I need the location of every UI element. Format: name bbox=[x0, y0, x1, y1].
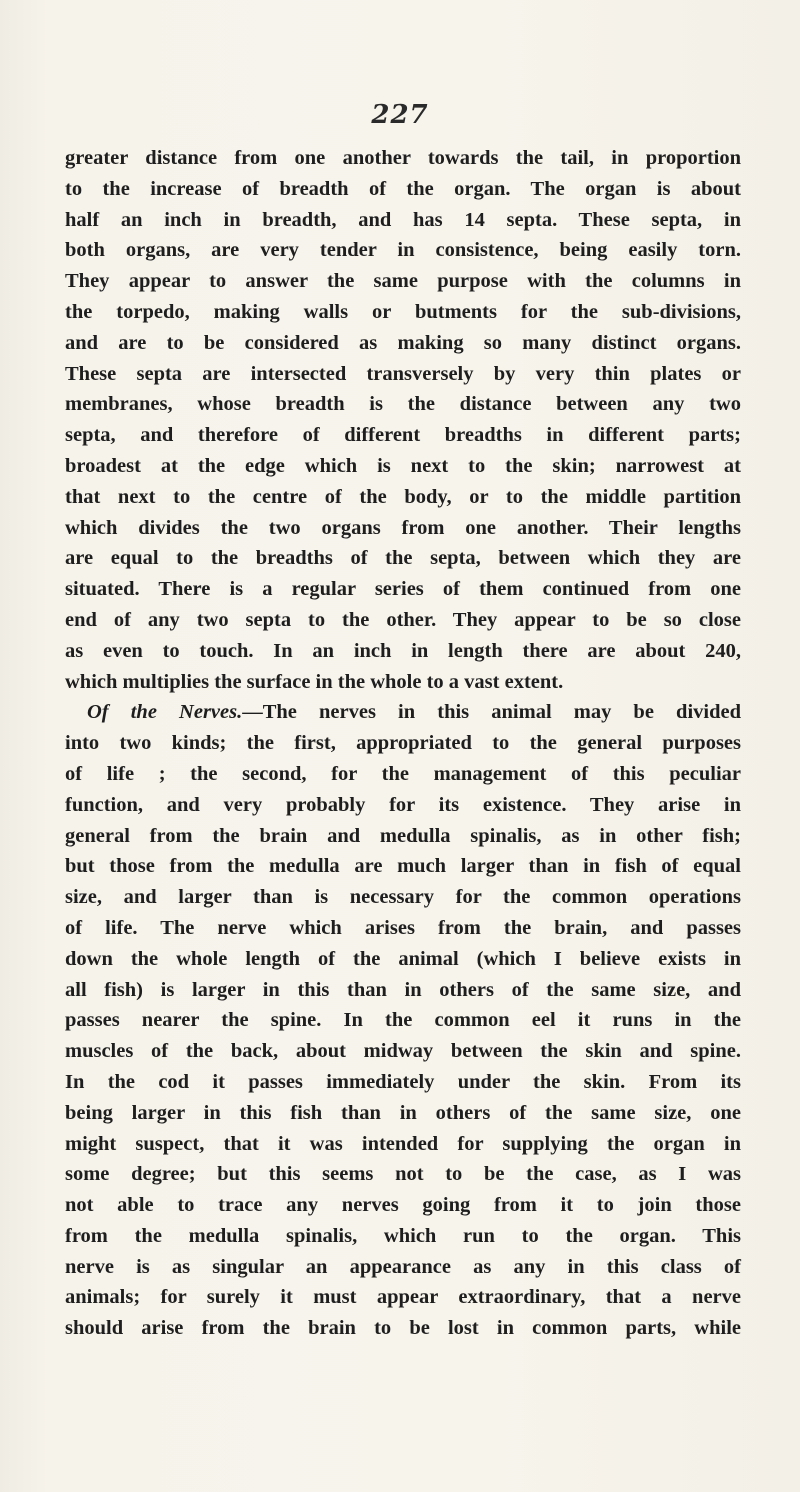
text-line: both organs, are very tender in consistence, being easily torn. bbox=[65, 239, 741, 262]
text-line: greater distance from one another towards the tail, in proportion bbox=[65, 147, 741, 169]
text-line: all fish) is larger in this than in others of the same size, and bbox=[65, 978, 741, 1001]
text-line: septa, and therefore of different breadths in different parts; bbox=[65, 424, 741, 447]
text-line: of life ; the second, for the management of this peculiar bbox=[65, 762, 741, 785]
text-line: These septa are intersected transversely by very thin plates or bbox=[65, 362, 741, 385]
text-line: down the whole length of the animal (which I believe exists in bbox=[65, 947, 741, 970]
text-line: In the cod it passes immediately under the skin. From its bbox=[65, 1070, 741, 1093]
text-line: which multiplies the surface in the whole to a vast extent. bbox=[65, 670, 564, 693]
section-first-line-text: —The nerves in this animal may be divided bbox=[242, 701, 741, 724]
text-line: not able to trace any nerves going from it to join those bbox=[65, 1194, 741, 1217]
text-line: the torpedo, making walls or butments for the sub-divisions, bbox=[65, 300, 741, 323]
text-line: should arise from the brain to be lost in common parts, while bbox=[65, 1317, 741, 1340]
text-line: and are to be considered as making so many distinct organs. bbox=[65, 331, 741, 354]
text-line: might suspect, that it was intended for supplying the organ in bbox=[65, 1132, 741, 1155]
text-line: They appear to answer the same purpose with the columns in bbox=[65, 270, 741, 293]
text-line: situated. There is a regular series of them continued from one bbox=[65, 578, 741, 601]
body-text bbox=[65, 143, 741, 1344]
text-line: but those from the medulla are much larger than in fish of equal bbox=[65, 855, 741, 878]
text-line: to the increase of breadth of the organ. The organ is about bbox=[65, 177, 741, 200]
text-line: are equal to the breadths of the septa, between which they are bbox=[65, 547, 741, 570]
text-line: into two kinds; the first, appropriated to the general purposes bbox=[65, 732, 741, 755]
text-line: some degree; but this seems not to be the case, as I was bbox=[65, 1163, 741, 1186]
text-line: from the medulla spinalis, which run to the organ. This bbox=[65, 1224, 741, 1247]
text-line: being larger in this fish than in others of the same size, one bbox=[65, 1101, 741, 1124]
text-line: muscles of the back, about midway between the skin and spine. bbox=[65, 1040, 741, 1063]
page-number: 227 bbox=[371, 100, 429, 130]
text-line: nerve is as singular an appearance as any in this class of bbox=[65, 1255, 741, 1278]
text-line: animals; for surely it must appear extraordinary, that a nerve bbox=[65, 1286, 741, 1309]
text-line: that next to the centre of the body, or to the middle partition bbox=[65, 485, 741, 508]
text-line: as even to touch. In an inch in length there are about 240, bbox=[65, 639, 741, 662]
text-line: end of any two septa to the other. They appear to be so close bbox=[65, 608, 741, 631]
section-heading: Of the Nerves. bbox=[87, 701, 243, 724]
section-first-line bbox=[65, 697, 741, 728]
text-line: of life. The nerve which arises from the brain, and passes bbox=[65, 916, 741, 939]
text-line: half an inch in breadth, and has 14 septa. These septa, in bbox=[65, 208, 741, 231]
text-line: broadest at the edge which is next to the skin; narrowest at bbox=[65, 454, 741, 477]
text-line: membranes, whose breadth is the distance between any two bbox=[65, 393, 741, 416]
text-line: size, and larger than is necessary for the common operations bbox=[65, 886, 741, 909]
text-line: function, and very probably for its existence. They arise in bbox=[65, 793, 741, 816]
text-line: which divides the two organs from one another. Their lengths bbox=[65, 516, 741, 539]
text-line: passes nearer the spine. In the common eel it runs in the bbox=[65, 1009, 741, 1032]
text-line: general from the brain and medulla spinalis, as in other fish; bbox=[65, 824, 741, 847]
